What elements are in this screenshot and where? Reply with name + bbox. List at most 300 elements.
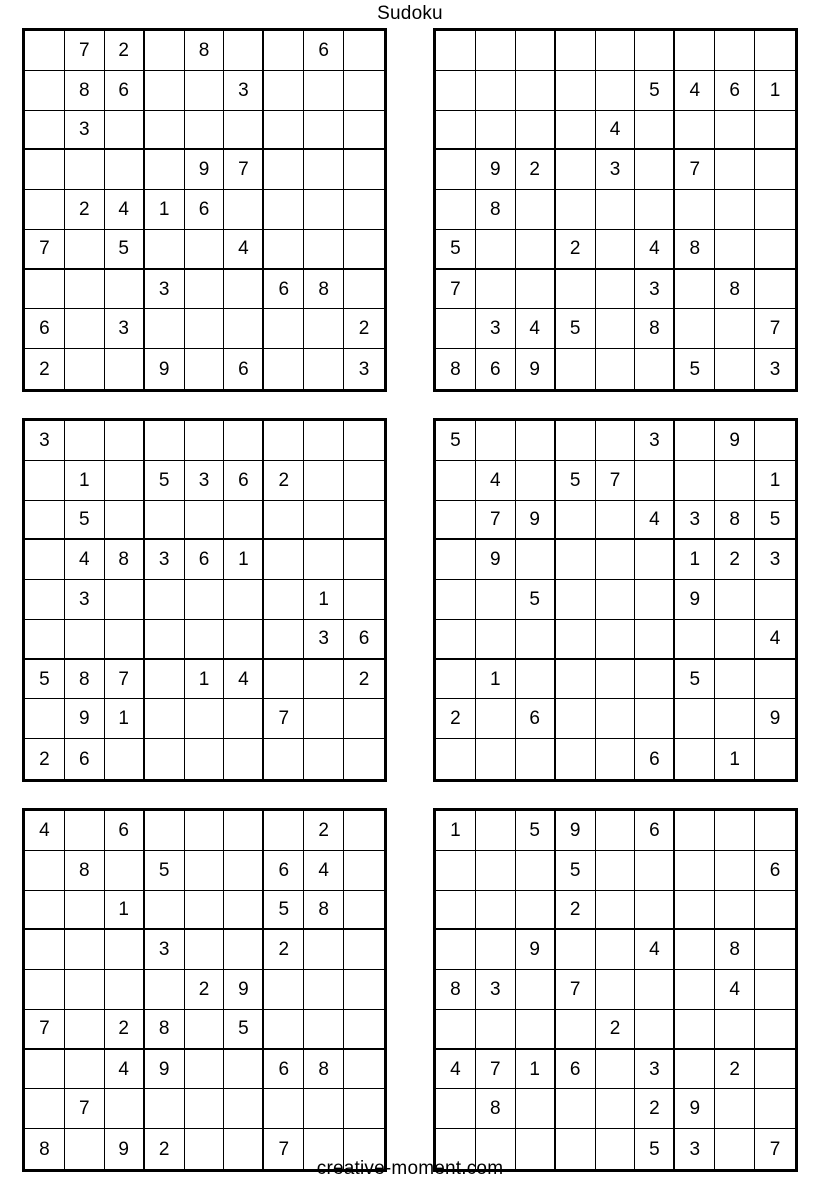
- sudoku-cell[interactable]: [675, 699, 715, 739]
- sudoku-cell[interactable]: [516, 270, 556, 310]
- sudoku-cell[interactable]: [596, 270, 636, 310]
- sudoku-cell[interactable]: [675, 270, 715, 310]
- sudoku-cell[interactable]: [65, 309, 105, 349]
- sudoku-cell[interactable]: 9: [476, 540, 516, 580]
- sudoku-cell[interactable]: [675, 421, 715, 461]
- sudoku-cell[interactable]: 7: [65, 1089, 105, 1129]
- sudoku-cell[interactable]: 9: [224, 970, 264, 1010]
- sudoku-cell[interactable]: 8: [436, 349, 476, 389]
- sudoku-cell[interactable]: [556, 1089, 596, 1129]
- sudoku-cell[interactable]: [476, 1010, 516, 1050]
- sudoku-cell[interactable]: [635, 970, 675, 1010]
- sudoku-cell[interactable]: [755, 811, 795, 851]
- sudoku-cell[interactable]: 1: [715, 739, 755, 779]
- sudoku-cell[interactable]: 2: [145, 1129, 185, 1169]
- sudoku-cell[interactable]: 6: [25, 309, 65, 349]
- sudoku-cell[interactable]: [715, 1010, 755, 1050]
- sudoku-cell[interactable]: [25, 580, 65, 620]
- sudoku-cell[interactable]: 5: [556, 461, 596, 501]
- sudoku-cell[interactable]: [596, 580, 636, 620]
- sudoku-cell[interactable]: [264, 309, 304, 349]
- sudoku-cell[interactable]: [556, 620, 596, 660]
- sudoku-cell[interactable]: [635, 349, 675, 389]
- sudoku-cell[interactable]: 9: [185, 150, 225, 190]
- sudoku-cell[interactable]: 6: [476, 349, 516, 389]
- sudoku-cell[interactable]: [516, 540, 556, 580]
- sudoku-cell[interactable]: 8: [304, 1050, 344, 1090]
- sudoku-cell[interactable]: 6: [185, 190, 225, 230]
- sudoku-cell[interactable]: [715, 31, 755, 71]
- sudoku-cell[interactable]: 2: [105, 31, 145, 71]
- sudoku-cell[interactable]: 4: [476, 461, 516, 501]
- sudoku-cell[interactable]: [344, 930, 384, 970]
- sudoku-cell[interactable]: [185, 851, 225, 891]
- sudoku-cell[interactable]: [596, 891, 636, 931]
- sudoku-cell[interactable]: [304, 421, 344, 461]
- sudoku-cell[interactable]: [185, 891, 225, 931]
- sudoku-cell[interactable]: 5: [516, 811, 556, 851]
- sudoku-cell[interactable]: [224, 270, 264, 310]
- sudoku-cell[interactable]: 1: [755, 461, 795, 501]
- sudoku-cell[interactable]: [675, 930, 715, 970]
- sudoku-cell[interactable]: [596, 699, 636, 739]
- sudoku-cell[interactable]: [715, 620, 755, 660]
- sudoku-cell[interactable]: 5: [105, 230, 145, 270]
- sudoku-cell[interactable]: 2: [556, 891, 596, 931]
- sudoku-cell[interactable]: 4: [635, 230, 675, 270]
- sudoku-cell[interactable]: [25, 970, 65, 1010]
- sudoku-cell[interactable]: [715, 111, 755, 151]
- sudoku-cell[interactable]: [304, 190, 344, 230]
- sudoku-cell[interactable]: 9: [516, 930, 556, 970]
- sudoku-cell[interactable]: 3: [65, 580, 105, 620]
- sudoku-cell[interactable]: [715, 349, 755, 389]
- sudoku-cell[interactable]: [516, 891, 556, 931]
- sudoku-cell[interactable]: [25, 540, 65, 580]
- sudoku-cell[interactable]: [635, 31, 675, 71]
- sudoku-cell[interactable]: 4: [436, 1050, 476, 1090]
- sudoku-cell[interactable]: [516, 461, 556, 501]
- sudoku-cell[interactable]: [596, 851, 636, 891]
- sudoku-cell[interactable]: 2: [715, 540, 755, 580]
- sudoku-cell[interactable]: 5: [145, 461, 185, 501]
- sudoku-cell[interactable]: [65, 1050, 105, 1090]
- sudoku-cell[interactable]: [224, 190, 264, 230]
- sudoku-cell[interactable]: [596, 71, 636, 111]
- sudoku-cell[interactable]: [596, 421, 636, 461]
- sudoku-cell[interactable]: [715, 190, 755, 230]
- sudoku-cell[interactable]: [185, 309, 225, 349]
- sudoku-cell[interactable]: [185, 230, 225, 270]
- sudoku-cell[interactable]: 7: [675, 150, 715, 190]
- sudoku-cell[interactable]: [65, 620, 105, 660]
- sudoku-cell[interactable]: [436, 620, 476, 660]
- sudoku-cell[interactable]: [344, 739, 384, 779]
- sudoku-cell[interactable]: [25, 461, 65, 501]
- sudoku-cell[interactable]: [105, 349, 145, 389]
- sudoku-cell[interactable]: 9: [516, 349, 556, 389]
- sudoku-cell[interactable]: 2: [105, 1010, 145, 1050]
- sudoku-cell[interactable]: [185, 930, 225, 970]
- sudoku-cell[interactable]: 8: [65, 660, 105, 700]
- sudoku-cell[interactable]: [25, 1089, 65, 1129]
- sudoku-cell[interactable]: 3: [635, 1050, 675, 1090]
- sudoku-cell[interactable]: [185, 1010, 225, 1050]
- sudoku-cell[interactable]: [224, 1050, 264, 1090]
- sudoku-cell[interactable]: 4: [596, 111, 636, 151]
- sudoku-cell[interactable]: [436, 739, 476, 779]
- sudoku-cell[interactable]: [755, 739, 795, 779]
- sudoku-cell[interactable]: [65, 891, 105, 931]
- sudoku-cell[interactable]: 3: [596, 150, 636, 190]
- sudoku-cell[interactable]: [436, 31, 476, 71]
- sudoku-cell[interactable]: [344, 71, 384, 111]
- sudoku-cell[interactable]: [556, 190, 596, 230]
- sudoku-cell[interactable]: [436, 1010, 476, 1050]
- sudoku-cell[interactable]: [224, 699, 264, 739]
- sudoku-cell[interactable]: 9: [755, 699, 795, 739]
- sudoku-cell[interactable]: [304, 739, 344, 779]
- sudoku-cell[interactable]: [516, 851, 556, 891]
- sudoku-cell[interactable]: 1: [65, 461, 105, 501]
- sudoku-cell[interactable]: 7: [25, 230, 65, 270]
- sudoku-cell[interactable]: [65, 811, 105, 851]
- sudoku-cell[interactable]: 4: [224, 660, 264, 700]
- sudoku-cell[interactable]: 6: [344, 620, 384, 660]
- sudoku-cell[interactable]: [264, 501, 304, 541]
- sudoku-cell[interactable]: [264, 620, 304, 660]
- sudoku-cell[interactable]: [596, 811, 636, 851]
- sudoku-cell[interactable]: [185, 421, 225, 461]
- sudoku-cell[interactable]: [304, 970, 344, 1010]
- sudoku-cell[interactable]: [224, 930, 264, 970]
- sudoku-cell[interactable]: [264, 31, 304, 71]
- sudoku-cell[interactable]: 1: [675, 540, 715, 580]
- sudoku-cell[interactable]: [755, 891, 795, 931]
- sudoku-cell[interactable]: [25, 699, 65, 739]
- sudoku-cell[interactable]: [556, 71, 596, 111]
- sudoku-cell[interactable]: [224, 739, 264, 779]
- sudoku-cell[interactable]: 6: [516, 699, 556, 739]
- sudoku-cell[interactable]: [264, 580, 304, 620]
- sudoku-cell[interactable]: [556, 699, 596, 739]
- sudoku-cell[interactable]: [344, 891, 384, 931]
- sudoku-cell[interactable]: 8: [675, 230, 715, 270]
- sudoku-cell[interactable]: 4: [25, 811, 65, 851]
- sudoku-cell[interactable]: [65, 270, 105, 310]
- sudoku-cell[interactable]: [436, 1089, 476, 1129]
- sudoku-cell[interactable]: [185, 349, 225, 389]
- sudoku-cell[interactable]: 9: [105, 1129, 145, 1169]
- sudoku-cell[interactable]: [304, 111, 344, 151]
- sudoku-cell[interactable]: 9: [65, 699, 105, 739]
- sudoku-cell[interactable]: [25, 190, 65, 230]
- sudoku-cell[interactable]: 5: [25, 660, 65, 700]
- sudoku-cell[interactable]: [105, 851, 145, 891]
- sudoku-cell[interactable]: [596, 930, 636, 970]
- sudoku-cell[interactable]: 9: [675, 1089, 715, 1129]
- sudoku-cell[interactable]: [436, 580, 476, 620]
- sudoku-cell[interactable]: [304, 71, 344, 111]
- sudoku-cell[interactable]: [65, 230, 105, 270]
- sudoku-cell[interactable]: [25, 1050, 65, 1090]
- sudoku-cell[interactable]: [556, 501, 596, 541]
- sudoku-cell[interactable]: 2: [344, 660, 384, 700]
- sudoku-cell[interactable]: [675, 461, 715, 501]
- sudoku-cell[interactable]: [264, 190, 304, 230]
- sudoku-cell[interactable]: 3: [476, 970, 516, 1010]
- sudoku-cell[interactable]: [476, 930, 516, 970]
- sudoku-cell[interactable]: [635, 660, 675, 700]
- sudoku-cell[interactable]: 6: [105, 71, 145, 111]
- sudoku-cell[interactable]: 6: [105, 811, 145, 851]
- sudoku-cell[interactable]: 2: [185, 970, 225, 1010]
- sudoku-cell[interactable]: [436, 309, 476, 349]
- sudoku-cell[interactable]: 6: [264, 851, 304, 891]
- sudoku-cell[interactable]: [476, 230, 516, 270]
- sudoku-cell[interactable]: [516, 111, 556, 151]
- sudoku-cell[interactable]: [145, 811, 185, 851]
- sudoku-cell[interactable]: [436, 891, 476, 931]
- sudoku-cell[interactable]: [715, 150, 755, 190]
- sudoku-cell[interactable]: [344, 31, 384, 71]
- sudoku-cell[interactable]: [476, 620, 516, 660]
- sudoku-cell[interactable]: [145, 620, 185, 660]
- sudoku-cell[interactable]: 5: [675, 349, 715, 389]
- sudoku-cell[interactable]: [596, 540, 636, 580]
- sudoku-cell[interactable]: [755, 111, 795, 151]
- sudoku-cell[interactable]: 6: [185, 540, 225, 580]
- sudoku-cell[interactable]: [715, 580, 755, 620]
- sudoku-cell[interactable]: [304, 349, 344, 389]
- sudoku-cell[interactable]: [556, 540, 596, 580]
- sudoku-cell[interactable]: [264, 970, 304, 1010]
- sudoku-cell[interactable]: 3: [769, 358, 781, 380]
- sudoku-cell[interactable]: [224, 309, 264, 349]
- sudoku-cell[interactable]: [635, 150, 675, 190]
- sudoku-cell[interactable]: [224, 31, 264, 71]
- sudoku-cell[interactable]: [25, 270, 65, 310]
- sudoku-cell[interactable]: 2: [635, 1089, 675, 1129]
- sudoku-cell[interactable]: [105, 739, 145, 779]
- sudoku-cell[interactable]: [556, 580, 596, 620]
- sudoku-cell[interactable]: 9: [145, 1050, 185, 1090]
- sudoku-cell[interactable]: 5: [516, 580, 556, 620]
- sudoku-cell[interactable]: [556, 31, 596, 71]
- sudoku-cell[interactable]: [755, 1089, 795, 1129]
- sudoku-cell[interactable]: [344, 1010, 384, 1050]
- sudoku-cell[interactable]: 3: [635, 270, 675, 310]
- sudoku-cell[interactable]: 9: [516, 501, 556, 541]
- sudoku-cell[interactable]: 5: [556, 851, 596, 891]
- sudoku-cell[interactable]: [436, 851, 476, 891]
- sudoku-cell[interactable]: [715, 811, 755, 851]
- sudoku-cell[interactable]: [516, 1010, 556, 1050]
- sudoku-cell[interactable]: [304, 1010, 344, 1050]
- sudoku-cell[interactable]: [65, 349, 105, 389]
- sudoku-cell[interactable]: [635, 699, 675, 739]
- sudoku-cell[interactable]: [224, 891, 264, 931]
- sudoku-cell[interactable]: [596, 309, 636, 349]
- sudoku-cell[interactable]: [715, 660, 755, 700]
- sudoku-cell[interactable]: 3: [145, 270, 185, 310]
- sudoku-cell[interactable]: 9: [715, 421, 755, 461]
- sudoku-cell[interactable]: 7: [224, 150, 264, 190]
- sudoku-cell[interactable]: 2: [25, 349, 65, 389]
- sudoku-cell[interactable]: 3: [224, 71, 264, 111]
- sudoku-cell[interactable]: [185, 739, 225, 779]
- sudoku-cell[interactable]: [304, 930, 344, 970]
- sudoku-cell[interactable]: 4: [635, 501, 675, 541]
- sudoku-cell[interactable]: 7: [436, 270, 476, 310]
- sudoku-cell[interactable]: [635, 190, 675, 230]
- sudoku-cell[interactable]: [145, 501, 185, 541]
- sudoku-cell[interactable]: 8: [715, 270, 755, 310]
- sudoku-cell[interactable]: [596, 620, 636, 660]
- sudoku-cell[interactable]: [436, 461, 476, 501]
- sudoku-cell[interactable]: 5: [436, 421, 476, 461]
- sudoku-cell[interactable]: 8: [65, 851, 105, 891]
- sudoku-cell[interactable]: [304, 660, 344, 700]
- sudoku-cell[interactable]: [516, 970, 556, 1010]
- sudoku-cell[interactable]: [105, 930, 145, 970]
- sudoku-cell[interactable]: 8: [145, 1010, 185, 1050]
- sudoku-cell[interactable]: [105, 111, 145, 151]
- sudoku-cell[interactable]: [755, 580, 795, 620]
- sudoku-cell[interactable]: 7: [755, 309, 795, 349]
- sudoku-cell[interactable]: 3: [755, 540, 795, 580]
- sudoku-cell[interactable]: [516, 1089, 556, 1129]
- sudoku-cell[interactable]: [185, 501, 225, 541]
- sudoku-cell[interactable]: 9: [675, 580, 715, 620]
- sudoku-cell[interactable]: [264, 230, 304, 270]
- sudoku-cell[interactable]: [344, 851, 384, 891]
- sudoku-cell[interactable]: [344, 580, 384, 620]
- sudoku-cell[interactable]: [25, 891, 65, 931]
- sudoku-cell[interactable]: 4: [715, 970, 755, 1010]
- sudoku-cell[interactable]: [675, 1050, 715, 1090]
- sudoku-cell[interactable]: [635, 111, 675, 151]
- sudoku-cell[interactable]: 6: [556, 1050, 596, 1090]
- sudoku-cell[interactable]: [596, 230, 636, 270]
- sudoku-cell[interactable]: [516, 620, 556, 660]
- sudoku-cell[interactable]: 3: [105, 309, 145, 349]
- sudoku-cell[interactable]: [675, 111, 715, 151]
- sudoku-cell[interactable]: 4: [105, 190, 145, 230]
- sudoku-cell[interactable]: [436, 660, 476, 700]
- sudoku-cell[interactable]: [264, 1089, 304, 1129]
- sudoku-cell[interactable]: 6: [264, 270, 304, 310]
- sudoku-cell[interactable]: [344, 1050, 384, 1090]
- sudoku-cell[interactable]: 5: [436, 230, 476, 270]
- sudoku-cell[interactable]: [224, 421, 264, 461]
- sudoku-cell[interactable]: [516, 421, 556, 461]
- sudoku-cell[interactable]: 8: [25, 1129, 65, 1169]
- sudoku-cell[interactable]: [755, 930, 795, 970]
- sudoku-cell[interactable]: [304, 540, 344, 580]
- sudoku-cell[interactable]: [476, 71, 516, 111]
- sudoku-cell[interactable]: [344, 1089, 384, 1129]
- sudoku-cell[interactable]: 4: [105, 1050, 145, 1090]
- sudoku-cell[interactable]: [185, 620, 225, 660]
- sudoku-cell[interactable]: 5: [264, 891, 304, 931]
- sudoku-cell[interactable]: 1: [436, 811, 476, 851]
- sudoku-cell[interactable]: [105, 970, 145, 1010]
- sudoku-cell[interactable]: 6: [635, 739, 675, 779]
- sudoku-cell[interactable]: [596, 1089, 636, 1129]
- sudoku-cell[interactable]: [715, 1089, 755, 1129]
- sudoku-cell[interactable]: 9: [556, 811, 596, 851]
- sudoku-cell[interactable]: [476, 699, 516, 739]
- sudoku-cell[interactable]: [264, 71, 304, 111]
- sudoku-cell[interactable]: [596, 739, 636, 779]
- sudoku-cell[interactable]: 2: [304, 811, 344, 851]
- sudoku-cell[interactable]: [264, 1010, 304, 1050]
- sudoku-cell[interactable]: [25, 930, 65, 970]
- sudoku-cell[interactable]: [344, 970, 384, 1010]
- sudoku-cell[interactable]: 3: [145, 930, 185, 970]
- sudoku-cell[interactable]: [145, 580, 185, 620]
- sudoku-cell[interactable]: [755, 421, 795, 461]
- sudoku-cell[interactable]: [436, 150, 476, 190]
- sudoku-cell[interactable]: [344, 811, 384, 851]
- sudoku-cell[interactable]: [145, 309, 185, 349]
- sudoku-cell[interactable]: 9: [145, 349, 185, 389]
- sudoku-cell[interactable]: 2: [556, 230, 596, 270]
- sudoku-cell[interactable]: 4: [635, 930, 675, 970]
- sudoku-cell[interactable]: [25, 31, 65, 71]
- sudoku-cell[interactable]: [145, 230, 185, 270]
- sudoku-cell[interactable]: [755, 1010, 795, 1050]
- sudoku-cell[interactable]: [105, 620, 145, 660]
- sudoku-cell[interactable]: [675, 851, 715, 891]
- sudoku-cell[interactable]: 6: [755, 851, 795, 891]
- sudoku-cell[interactable]: [65, 970, 105, 1010]
- sudoku-cell[interactable]: 2: [264, 461, 304, 501]
- sudoku-cell[interactable]: [476, 421, 516, 461]
- sudoku-cell[interactable]: 3: [675, 1129, 715, 1169]
- sudoku-cell[interactable]: [755, 190, 795, 230]
- sudoku-cell[interactable]: [436, 190, 476, 230]
- sudoku-cell[interactable]: [224, 620, 264, 660]
- sudoku-cell[interactable]: 3: [304, 620, 344, 660]
- sudoku-cell[interactable]: [344, 699, 384, 739]
- sudoku-cell[interactable]: [556, 660, 596, 700]
- sudoku-cell[interactable]: [556, 349, 596, 389]
- sudoku-cell[interactable]: [635, 851, 675, 891]
- sudoku-cell[interactable]: 8: [635, 309, 675, 349]
- sudoku-cell[interactable]: 1: [105, 891, 145, 931]
- sudoku-cell[interactable]: 2: [65, 190, 105, 230]
- sudoku-cell[interactable]: 7: [264, 1129, 304, 1169]
- sudoku-cell[interactable]: [304, 230, 344, 270]
- sudoku-cell[interactable]: 8: [105, 540, 145, 580]
- sudoku-cell[interactable]: [635, 540, 675, 580]
- sudoku-cell[interactable]: 7: [105, 660, 145, 700]
- sudoku-cell[interactable]: [755, 270, 795, 310]
- sudoku-cell[interactable]: 7: [65, 31, 105, 71]
- sudoku-cell[interactable]: 6: [304, 31, 344, 71]
- sudoku-cell[interactable]: [185, 71, 225, 111]
- sudoku-cell[interactable]: 4: [516, 309, 556, 349]
- sudoku-cell[interactable]: [224, 501, 264, 541]
- sudoku-cell[interactable]: [264, 739, 304, 779]
- sudoku-cell[interactable]: 5: [65, 501, 105, 541]
- sudoku-cell[interactable]: 3: [185, 461, 225, 501]
- sudoku-cell[interactable]: [25, 501, 65, 541]
- sudoku-cell[interactable]: [516, 31, 556, 71]
- sudoku-cell[interactable]: [264, 540, 304, 580]
